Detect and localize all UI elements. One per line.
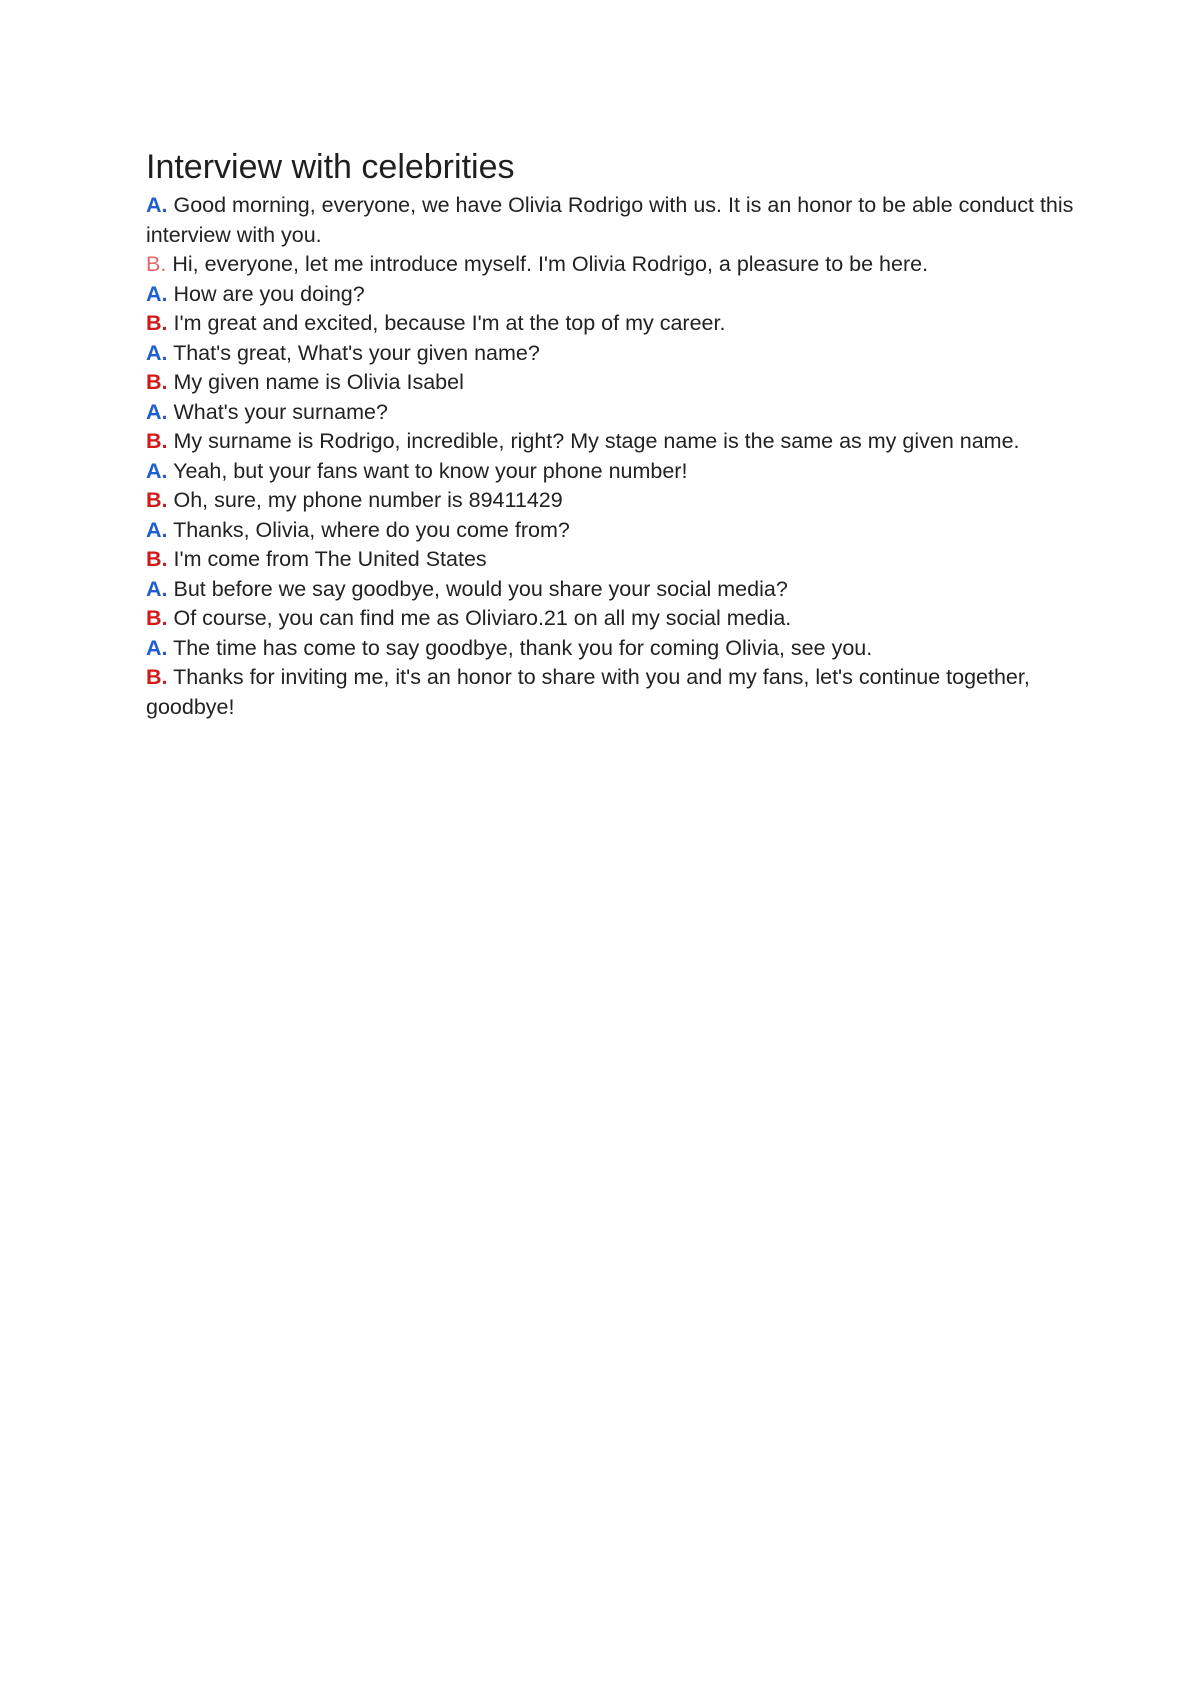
dialogue-text: I'm come from The United States bbox=[173, 547, 487, 571]
dialogue-line bbox=[146, 280, 1076, 310]
dialogue-list bbox=[146, 191, 1076, 722]
dialogue-text: But before we say goodbye, would you share your social media? bbox=[173, 576, 788, 601]
speaker-b-label: B. bbox=[146, 370, 168, 394]
dialogue-line bbox=[146, 604, 1076, 634]
dialogue-text: The time has come to say goodbye, thank you for coming Olivia, see you. bbox=[173, 635, 873, 660]
dialogue-text: My given name is Olivia Isabel bbox=[173, 370, 464, 394]
dialogue-line bbox=[146, 309, 1076, 339]
speaker-a-label: A. bbox=[146, 399, 168, 424]
speaker-b-label: B. bbox=[146, 665, 168, 689]
dialogue-line bbox=[146, 398, 1076, 428]
dialogue-text: Thanks for inviting me, it's an honor to share with you and my fans, let's continue together, goodbye! bbox=[146, 665, 1030, 719]
document-body bbox=[146, 145, 1076, 722]
speaker-b-label: B. bbox=[146, 429, 168, 453]
dialogue-line bbox=[146, 191, 1076, 250]
speaker-a-label: A. bbox=[146, 517, 168, 542]
document-title: Interview with celebrities bbox=[146, 148, 515, 186]
speaker-a-label: A. bbox=[146, 635, 168, 660]
dialogue-line bbox=[146, 250, 1076, 280]
dialogue-text: Oh, sure, my phone number is 89411429 bbox=[173, 488, 563, 512]
speaker-b-label: B. bbox=[146, 547, 168, 571]
speaker-b-label: B. bbox=[146, 311, 168, 335]
speaker-a-label: A. bbox=[146, 458, 168, 483]
dialogue-text: Good morning, everyone, we have Olivia Rodrigo with us. It is an honor to be able conduct this interview with you. bbox=[146, 193, 1074, 247]
dialogue-line bbox=[146, 486, 1076, 516]
dialogue-line bbox=[146, 427, 1076, 457]
speaker-b-label: B. bbox=[146, 606, 168, 630]
dialogue-line bbox=[146, 368, 1076, 398]
dialogue-line bbox=[146, 634, 1076, 664]
speaker-b-label: B. bbox=[146, 488, 168, 512]
dialogue-text: Of course, you can find me as Oliviaro.21 on all my social media. bbox=[173, 606, 792, 630]
dialogue-line bbox=[146, 339, 1076, 369]
dialogue-line bbox=[146, 575, 1076, 605]
dialogue-text: What's your surname? bbox=[173, 399, 388, 424]
dialogue-line bbox=[146, 457, 1076, 487]
dialogue-line bbox=[146, 516, 1076, 546]
dialogue-text: My surname is Rodrigo, incredible, right? My stage name is the same as my given name. bbox=[173, 429, 1020, 453]
dialogue-line bbox=[146, 545, 1076, 575]
dialogue-text: Hi, everyone, let me introduce myself. I'm Olivia Rodrigo, a pleasure to be here. bbox=[172, 252, 929, 276]
speaker-a-label: A. bbox=[146, 281, 168, 306]
dialogue-line bbox=[146, 663, 1076, 722]
dialogue-text: That's great, What's your given name? bbox=[173, 340, 540, 365]
dialogue-text: I'm great and excited, because I'm at the top of my career. bbox=[173, 311, 726, 335]
dialogue-text: How are you doing? bbox=[173, 281, 365, 306]
speaker-a-label: A. bbox=[146, 340, 168, 365]
dialogue-text: Thanks, Olivia, where do you come from? bbox=[173, 517, 570, 542]
speaker-b-label: B. bbox=[146, 252, 167, 276]
speaker-a-label: A. bbox=[146, 576, 168, 601]
dialogue-text: Yeah, but your fans want to know your phone number! bbox=[173, 458, 688, 483]
speaker-a-label: A. bbox=[146, 193, 168, 217]
